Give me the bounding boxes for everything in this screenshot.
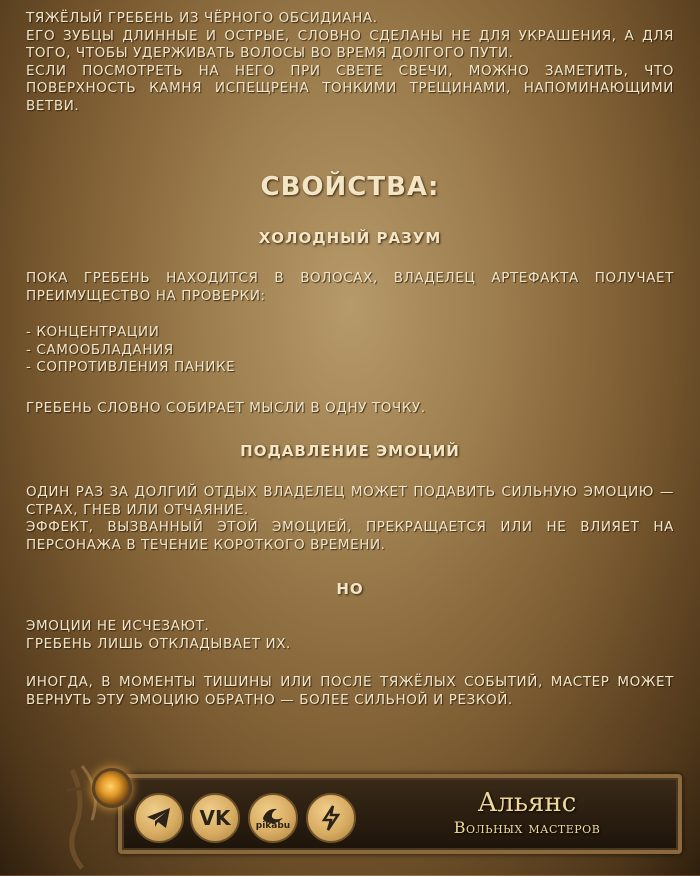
properties-heading: СВОЙСТВА: [260, 172, 440, 202]
intro-line-1: ТЯЖЁЛЫЙ ГРЕБЕНЬ ИЗ ЧЁРНОГО ОБСИДИАНА. [26, 10, 378, 26]
intro-line-2: ЕГО ЗУБЦЫ ДЛИННЫЕ И ОСТРЫЕ, СЛОВНО СДЕЛАНЫ НЕ ДЛЯ УКРАШЕНИЯ, А ДЛЯ ТОГО, ЧТОБЫ УДЕРЖИВАТЬ ВОЛОСЫ ВО ВРЕМЯ ДОЛГОГО ПУТИ. [26, 27, 674, 61]
property1-text: ПОКА ГРЕБЕНЬ НАХОДИТСЯ В ВОЛОСАХ, ВЛАДЕЛЕЦ АРТЕФАКТА ПОЛУЧАЕТ ПРЕИМУЩЕСТВО НА ПРОВЕРКИ: [26, 270, 674, 304]
vk-icon[interactable]: VK [190, 793, 240, 843]
list-item: - СОПРОТИВЛЕНИЯ ПАНИКЕ [26, 359, 236, 375]
alliance-banner [62, 760, 682, 856]
boosty-icon[interactable] [306, 793, 356, 843]
intro-text [26, 10, 674, 115]
telegram-icon[interactable] [134, 793, 184, 843]
pikabu-icon[interactable] [248, 793, 298, 843]
but-line-1: ЭМОЦИИ НЕ ИСЧЕЗАЮТ. [26, 618, 210, 634]
alliance-title-line2: Вольных мастеров [453, 818, 601, 837]
list-item: - САМООБЛАДАНИЯ [26, 341, 174, 358]
property2-title: ПОДАВЛЕНИЕ ЭМОЦИЙ [240, 442, 460, 460]
property2-text [26, 484, 674, 554]
property1-list [26, 324, 674, 377]
property2-text-2: ЭФФЕКТ, ВЫЗВАННЫЙ ЭТОЙ ЭМОЦИЕЙ, ПРЕКРАЩАЕТСЯ ИЛИ НЕ ВЛИЯЕТ НА ПЕРСОНАЖА В ТЕЧЕНИЕ КОРОТКОГО ВРЕМЕНИ. [26, 519, 674, 553]
intro-line-3: ЕСЛИ ПОСМОТРЕТЬ НА НЕГО ПРИ СВЕТЕ СВЕЧИ, МОЖНО ЗАМЕТИТЬ, ЧТО ПОВЕРХНОСТЬ КАМНЯ ИСПЕЩРЕНА ТОНКИМИ ТРЕЩИНАМИ, НАПОМИНАЮЩИМИ ВЕТВИ. [26, 62, 674, 114]
alliance-title [377, 788, 677, 838]
alliance-title-line1: Альянс [477, 788, 577, 818]
property1-title: ХОЛОДНЫЙ РАЗУМ [258, 229, 442, 247]
property1-note: ГРЕБЕНЬ СЛОВНО СОБИРАЕТ МЫСЛИ В ОДНУ ТОЧКУ. [26, 400, 426, 416]
property2-text-1: ОДИН РАЗ ЗА ДОЛГИЙ ОТДЫХ ВЛАДЕЛЕЦ МОЖЕТ ПОДАВИТЬ СИЛЬНУЮ ЭМОЦИЮ — СТРАХ, ГНЕВ ИЛИ ОТЧАЯНИЕ. [26, 484, 674, 518]
amber-gem-icon [92, 768, 132, 808]
but-text: ИНОГДА, В МОМЕНТЫ ТИШИНЫ ИЛИ ПОСЛЕ ТЯЖЁЛЫХ СОБЫТИЙ, МАСТЕР МОЖЕТ ВЕРНУТЬ ЭТУ ЭМОЦИЮ ОБРАТНО — БОЛЕЕ СИЛЬНОЙ И РЕЗКОЙ. [26, 674, 674, 708]
list-item: - КОНЦЕНТРАЦИИ [26, 324, 160, 340]
but-line-2: ГРЕБЕНЬ ЛИШЬ ОТКЛАДЫВАЕТ ИХ. [26, 635, 291, 652]
but-heading: НО [336, 580, 364, 598]
ornament-icon [62, 760, 132, 872]
but-lines [26, 618, 674, 653]
pikabu-label: pikabu [255, 820, 291, 831]
